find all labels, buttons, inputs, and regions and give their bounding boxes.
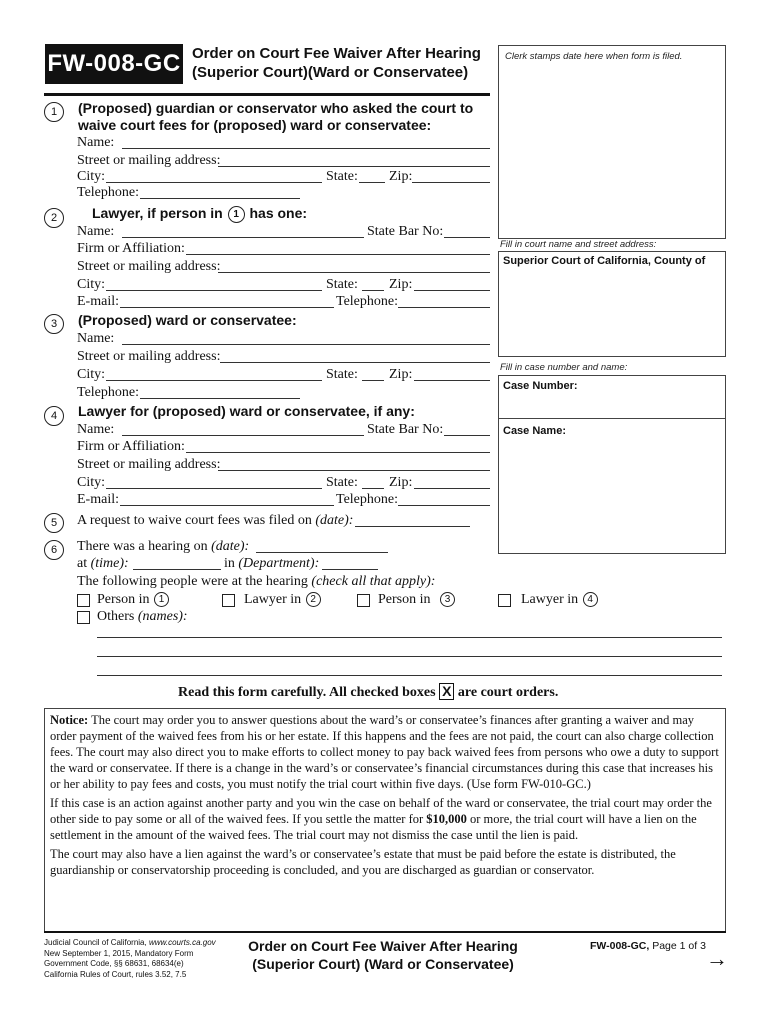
case-name-box[interactable] [498, 418, 726, 554]
notice-p2-a: If this case is an action against another party and you win the case on behalf of the ward or conservatee, the trial court may order the other side to pay some or all of the waived fees. If you settle the matter for [50, 796, 712, 826]
s1-city-field[interactable] [106, 182, 322, 183]
s6-in: in [224, 556, 235, 571]
footer-title-line2: (Superior Court) (Ward or Conservatee) [252, 956, 514, 972]
s1-telephone-label: Telephone: [77, 185, 139, 200]
s3-city-field[interactable] [106, 380, 322, 381]
notice-box [44, 708, 726, 932]
section-1-number: 1 [44, 102, 64, 122]
option-person-1 [97, 591, 170, 608]
s4-name-field[interactable] [122, 435, 364, 436]
option-lawyer-4-label: Lawyer in [521, 592, 579, 607]
option-lawyer-2 [244, 591, 322, 608]
s6-people-hint: (check all that apply): [311, 574, 436, 589]
s3-name-label: Name: [77, 331, 115, 346]
checkbox-lawyer-4[interactable] [498, 594, 511, 607]
s5-text-main: A request to waive court fees was filed on [77, 513, 312, 528]
section-2-number: 2 [44, 208, 64, 228]
s3-name-field[interactable] [122, 344, 490, 345]
s3-street-label: Street or mailing address: [77, 349, 221, 364]
read-carefully-a: Read this form carefully. All checked boxes [178, 685, 436, 700]
s6-at: at [77, 556, 88, 571]
read-carefully-line [178, 683, 558, 702]
s2-name-field[interactable] [122, 237, 364, 238]
court-name-box[interactable] [498, 251, 726, 357]
s1-zip-field[interactable] [412, 182, 490, 183]
s6-dept-text [224, 555, 319, 572]
s6-hearing-text [77, 538, 249, 555]
notice-p2-b: or more, the trial court will have a lien on the settlement in the amount of the waived fees. The trial court may not dismiss the case until the lien is paid. [50, 812, 697, 842]
footer-rule [44, 931, 726, 933]
case-box-hint: Fill in case number and name: [500, 362, 628, 373]
option-person-1-ref: 1 [154, 592, 169, 607]
s3-zip-label: Zip: [389, 367, 413, 382]
case-name-label: Case Name: [503, 425, 566, 437]
s4-firm-label: Firm or Affiliation: [77, 439, 185, 454]
s1-state-field[interactable] [359, 182, 385, 183]
checked-box-example: X [439, 683, 454, 700]
s4-street-label: Street or mailing address: [77, 457, 221, 472]
footer-line-2: New September 1, 2015, Mandatory Form [44, 948, 194, 958]
s4-telephone-label: Telephone: [336, 492, 398, 507]
s2-firm-field[interactable] [186, 254, 490, 255]
checkbox-person-3[interactable] [357, 594, 370, 607]
footer-line-4: California Rules of Court, rules 3.52, 7.5 [44, 969, 187, 979]
s3-state-label: State: [326, 367, 358, 382]
footer-page-number: Page 1 of 3 [652, 940, 706, 952]
s5-text [77, 512, 353, 529]
others-names-line-1[interactable] [97, 637, 722, 638]
section-5-number: 5 [44, 513, 64, 533]
checkbox-others[interactable] [77, 611, 90, 624]
s6-time-label: (time): [90, 556, 129, 571]
option-person-3 [378, 591, 456, 608]
section-3-heading: (Proposed) ward or conservatee: [78, 312, 297, 328]
option-person-1-label: Person in [97, 592, 150, 607]
footer-citations [44, 938, 216, 980]
s4-email-field[interactable] [120, 505, 334, 506]
s4-firm-field[interactable] [186, 452, 490, 453]
s2-telephone-label: Telephone: [336, 294, 398, 309]
others-names-line-3[interactable] [97, 675, 722, 676]
s6-date-field[interactable] [256, 552, 388, 553]
s6-time-text [77, 555, 129, 572]
s6-dept-field[interactable] [322, 569, 378, 570]
s1-street-label: Street or mailing address: [77, 153, 221, 168]
clerk-stamp-label: Clerk stamps date here when form is filed. [505, 51, 683, 62]
footer-website[interactable]: www.courts.ca.gov [148, 938, 216, 947]
s1-city-label: City: [77, 169, 106, 184]
section-3-number: 3 [44, 314, 64, 334]
s1-name-field[interactable] [122, 148, 490, 149]
s4-statebar-label: State Bar No: [367, 422, 444, 437]
s4-email-label: E-mail: [77, 492, 119, 507]
option-others [97, 608, 188, 625]
section-2-heading-b: has one: [249, 205, 308, 221]
section-4-heading: Lawyer for (proposed) ward or conservatee, if any: [78, 403, 415, 419]
s4-city-label: City: [77, 475, 106, 490]
s2-email-label: E-mail: [77, 294, 119, 309]
section-6-number: 6 [44, 540, 64, 560]
s6-date-label: (date): [211, 539, 250, 554]
footer-form-code: FW-008-GC, [590, 940, 650, 952]
s2-statebar-label: State Bar No: [367, 224, 444, 239]
s1-state-label: State: [326, 169, 358, 184]
s2-zip-field[interactable] [414, 290, 490, 291]
s4-name-label: Name: [77, 422, 115, 437]
s1-zip-label: Zip: [389, 169, 413, 184]
next-page-arrow-icon[interactable]: → [706, 946, 728, 971]
footer-line-1 [44, 938, 216, 949]
option-person-3-ref: 3 [440, 592, 455, 607]
s4-street-field[interactable] [218, 470, 490, 471]
option-lawyer-2-ref: 2 [306, 592, 321, 607]
form-title-line2: (Superior Court)(Ward or Conservatee) [192, 64, 469, 81]
court-box-hint: Fill in court name and street address: [500, 239, 657, 250]
form-title-line1: Order on Court Fee Waiver After Hearing [192, 45, 481, 62]
s4-zip-label: Zip: [389, 475, 413, 490]
s3-zip-field[interactable] [414, 380, 490, 381]
option-lawyer-4-ref: 4 [583, 592, 598, 607]
footer-page-info [590, 940, 706, 952]
clerk-stamp-box[interactable] [498, 45, 726, 239]
option-others-hint: (names): [137, 609, 188, 624]
section-1-heading-line1: (Proposed) guardian or conservator who asked the court to [78, 100, 474, 116]
s4-statebar-field[interactable] [444, 435, 490, 436]
s1-name-label: Name: [77, 135, 115, 150]
header-rule [44, 93, 490, 96]
notice-p2-amount: $10,000 [426, 812, 467, 826]
s5-date-field[interactable] [355, 526, 470, 527]
footer-title [228, 937, 538, 973]
s3-telephone-label: Telephone: [77, 385, 139, 400]
s2-firm-label: Firm or Affiliation: [77, 241, 185, 256]
section-4-number: 4 [44, 406, 64, 426]
s6-time-field[interactable] [133, 569, 221, 570]
section-2-heading-a: Lawyer, if person in [92, 205, 223, 221]
s2-statebar-field[interactable] [444, 237, 490, 238]
checkbox-person-1[interactable] [77, 594, 90, 607]
section-1-heading [78, 100, 473, 134]
s2-city-label: City: [77, 277, 106, 292]
s6-people-main: The following people were at the hearing [77, 574, 308, 589]
section-2-ref: 1 [228, 206, 245, 223]
footer-line-3: Government Code, §§ 68631, 68634(e) [44, 959, 184, 968]
footer-l1a: Judicial Council of California, [44, 938, 147, 947]
form-code-badge: FW-008-GC [45, 44, 183, 84]
s2-street-label: Street or mailing address: [77, 259, 221, 274]
section-1-heading-line2: waive court fees for (proposed) ward or conservatee: [78, 117, 432, 133]
s2-zip-label: Zip: [389, 277, 413, 292]
checkbox-lawyer-2[interactable] [222, 594, 235, 607]
option-lawyer-4 [521, 591, 599, 608]
s2-state-field[interactable] [362, 290, 384, 291]
s2-street-field[interactable] [218, 272, 490, 273]
option-person-3-label: Person in [378, 592, 431, 607]
s6-hearing-main: There was a hearing on [77, 539, 208, 554]
s2-state-label: State: [326, 277, 358, 292]
s2-city-field[interactable] [106, 290, 322, 291]
s3-city-label: City: [77, 367, 106, 382]
s6-people-text [77, 573, 435, 590]
case-number-label: Case Number: [503, 380, 578, 392]
notice-paragraph-3: The court may also have a lien against the ward’s or conservatee’s estate that must be paid before the estate is distributed, the guardianship or conservatorship proceeding is concluded, and you are discharged as guardian or conservator. [50, 847, 676, 877]
s3-street-field[interactable] [220, 362, 490, 363]
s2-name-label: Name: [77, 224, 115, 239]
s4-zip-field[interactable] [414, 488, 490, 489]
notice-paragraph-2 [45, 795, 725, 843]
s4-state-field[interactable] [362, 488, 384, 489]
s4-telephone-field[interactable] [398, 505, 490, 506]
form-title [192, 44, 481, 82]
s2-email-field[interactable] [120, 307, 334, 308]
section-2-heading [92, 205, 307, 223]
notice-paragraph-1 [45, 712, 725, 792]
option-others-label: Others [97, 609, 135, 624]
s6-dept-label: (Department): [238, 556, 320, 571]
others-names-line-2[interactable] [97, 656, 722, 657]
case-number-box[interactable] [498, 375, 726, 419]
s2-telephone-field[interactable] [398, 307, 490, 308]
s1-telephone-field[interactable] [140, 198, 300, 199]
read-carefully-b: are court orders. [457, 685, 559, 700]
notice-label: Notice: [50, 713, 89, 727]
s4-city-field[interactable] [106, 488, 322, 489]
s1-street-field[interactable] [218, 166, 490, 167]
option-lawyer-2-label: Lawyer in [244, 592, 302, 607]
s5-date-label: (date): [315, 513, 354, 528]
court-name-label: Superior Court of California, County of [503, 255, 706, 267]
s3-telephone-field[interactable] [140, 398, 300, 399]
s4-state-label: State: [326, 475, 358, 490]
notice-p1-text: The court may order you to answer questions about the ward’s or conservatee’s finances after granting a waiver and may order payment of the waived fees from his or her estate. If this happens and the fees are not paid, the court can also charge collection fees. The court may also direct you to make efforts to collect money to pay back waived fees from persons who owe a duty to support the ward or conservatee. If there is a change in the ward’s or conservatee’s financial circumstances during this case that increases his or her ability to pay fees and costs, you must notify the trial court within five days. (Use form FW-010-GC.) [50, 713, 719, 791]
s3-state-field[interactable] [362, 380, 384, 381]
footer-title-line1: Order on Court Fee Waiver After Hearing [248, 938, 518, 954]
